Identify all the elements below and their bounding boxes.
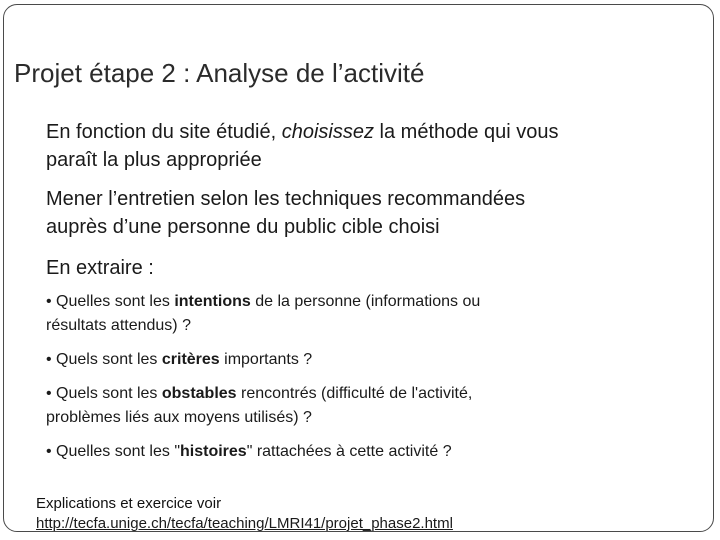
- paragraph-extract: En extraire :: [46, 257, 154, 279]
- paragraph-interview: [46, 185, 525, 241]
- list-item-text: résultats attendus) ?: [46, 317, 191, 334]
- list-item-keyword: histoires: [180, 443, 247, 460]
- paragraph-method-line2: paraît la plus appropriée: [46, 149, 262, 171]
- paragraph-interview-line1: Mener l’entretien selon les techniques recommandées: [46, 188, 526, 210]
- footer-link[interactable]: http://tecfa.unige.ch/tecfa/teaching/LMRI41/projet_phase2.html: [36, 515, 453, 532]
- paragraph-method-emphasis: choisissez: [281, 121, 374, 143]
- list-item-keyword: obstables: [161, 385, 237, 402]
- list-item-text: • Quelles sont les ": [46, 443, 181, 460]
- list-item-obstables: [46, 382, 646, 430]
- list-item-criteres: [46, 348, 646, 372]
- paragraph-interview-line2: auprès d’une personne du public cible choisi: [46, 216, 440, 238]
- list-item-keyword: intentions: [174, 293, 251, 310]
- list-item-text: • Quels sont les: [46, 351, 162, 368]
- footer-note: [36, 494, 453, 534]
- footer-text: Explications et exercice voir: [36, 495, 222, 512]
- slide-title: Projet étape 2 : Analyse de l’activité: [14, 58, 425, 88]
- paragraph-method: [46, 118, 559, 174]
- list-item-text: importants ?: [219, 351, 313, 368]
- list-item-text: • Quelles sont les: [46, 293, 175, 310]
- list-item-text: • Quels sont les: [46, 385, 162, 402]
- list-item-text: " rattachées à cette activité ?: [246, 443, 452, 460]
- list-item-keyword: critères: [161, 351, 220, 368]
- paragraph-method-text-b: la méthode qui vous: [373, 121, 559, 143]
- list-item-text: problèmes liés aux moyens utilisés) ?: [46, 409, 312, 426]
- list-item-text: de la personne (informations ou: [250, 293, 481, 310]
- list-item-intentions: [46, 290, 646, 338]
- paragraph-method-text-a: En fonction du site étudié,: [46, 121, 282, 143]
- list-item-text: rencontrés (difficulté de l'activité,: [236, 385, 473, 402]
- list-item-histoires: [46, 440, 646, 464]
